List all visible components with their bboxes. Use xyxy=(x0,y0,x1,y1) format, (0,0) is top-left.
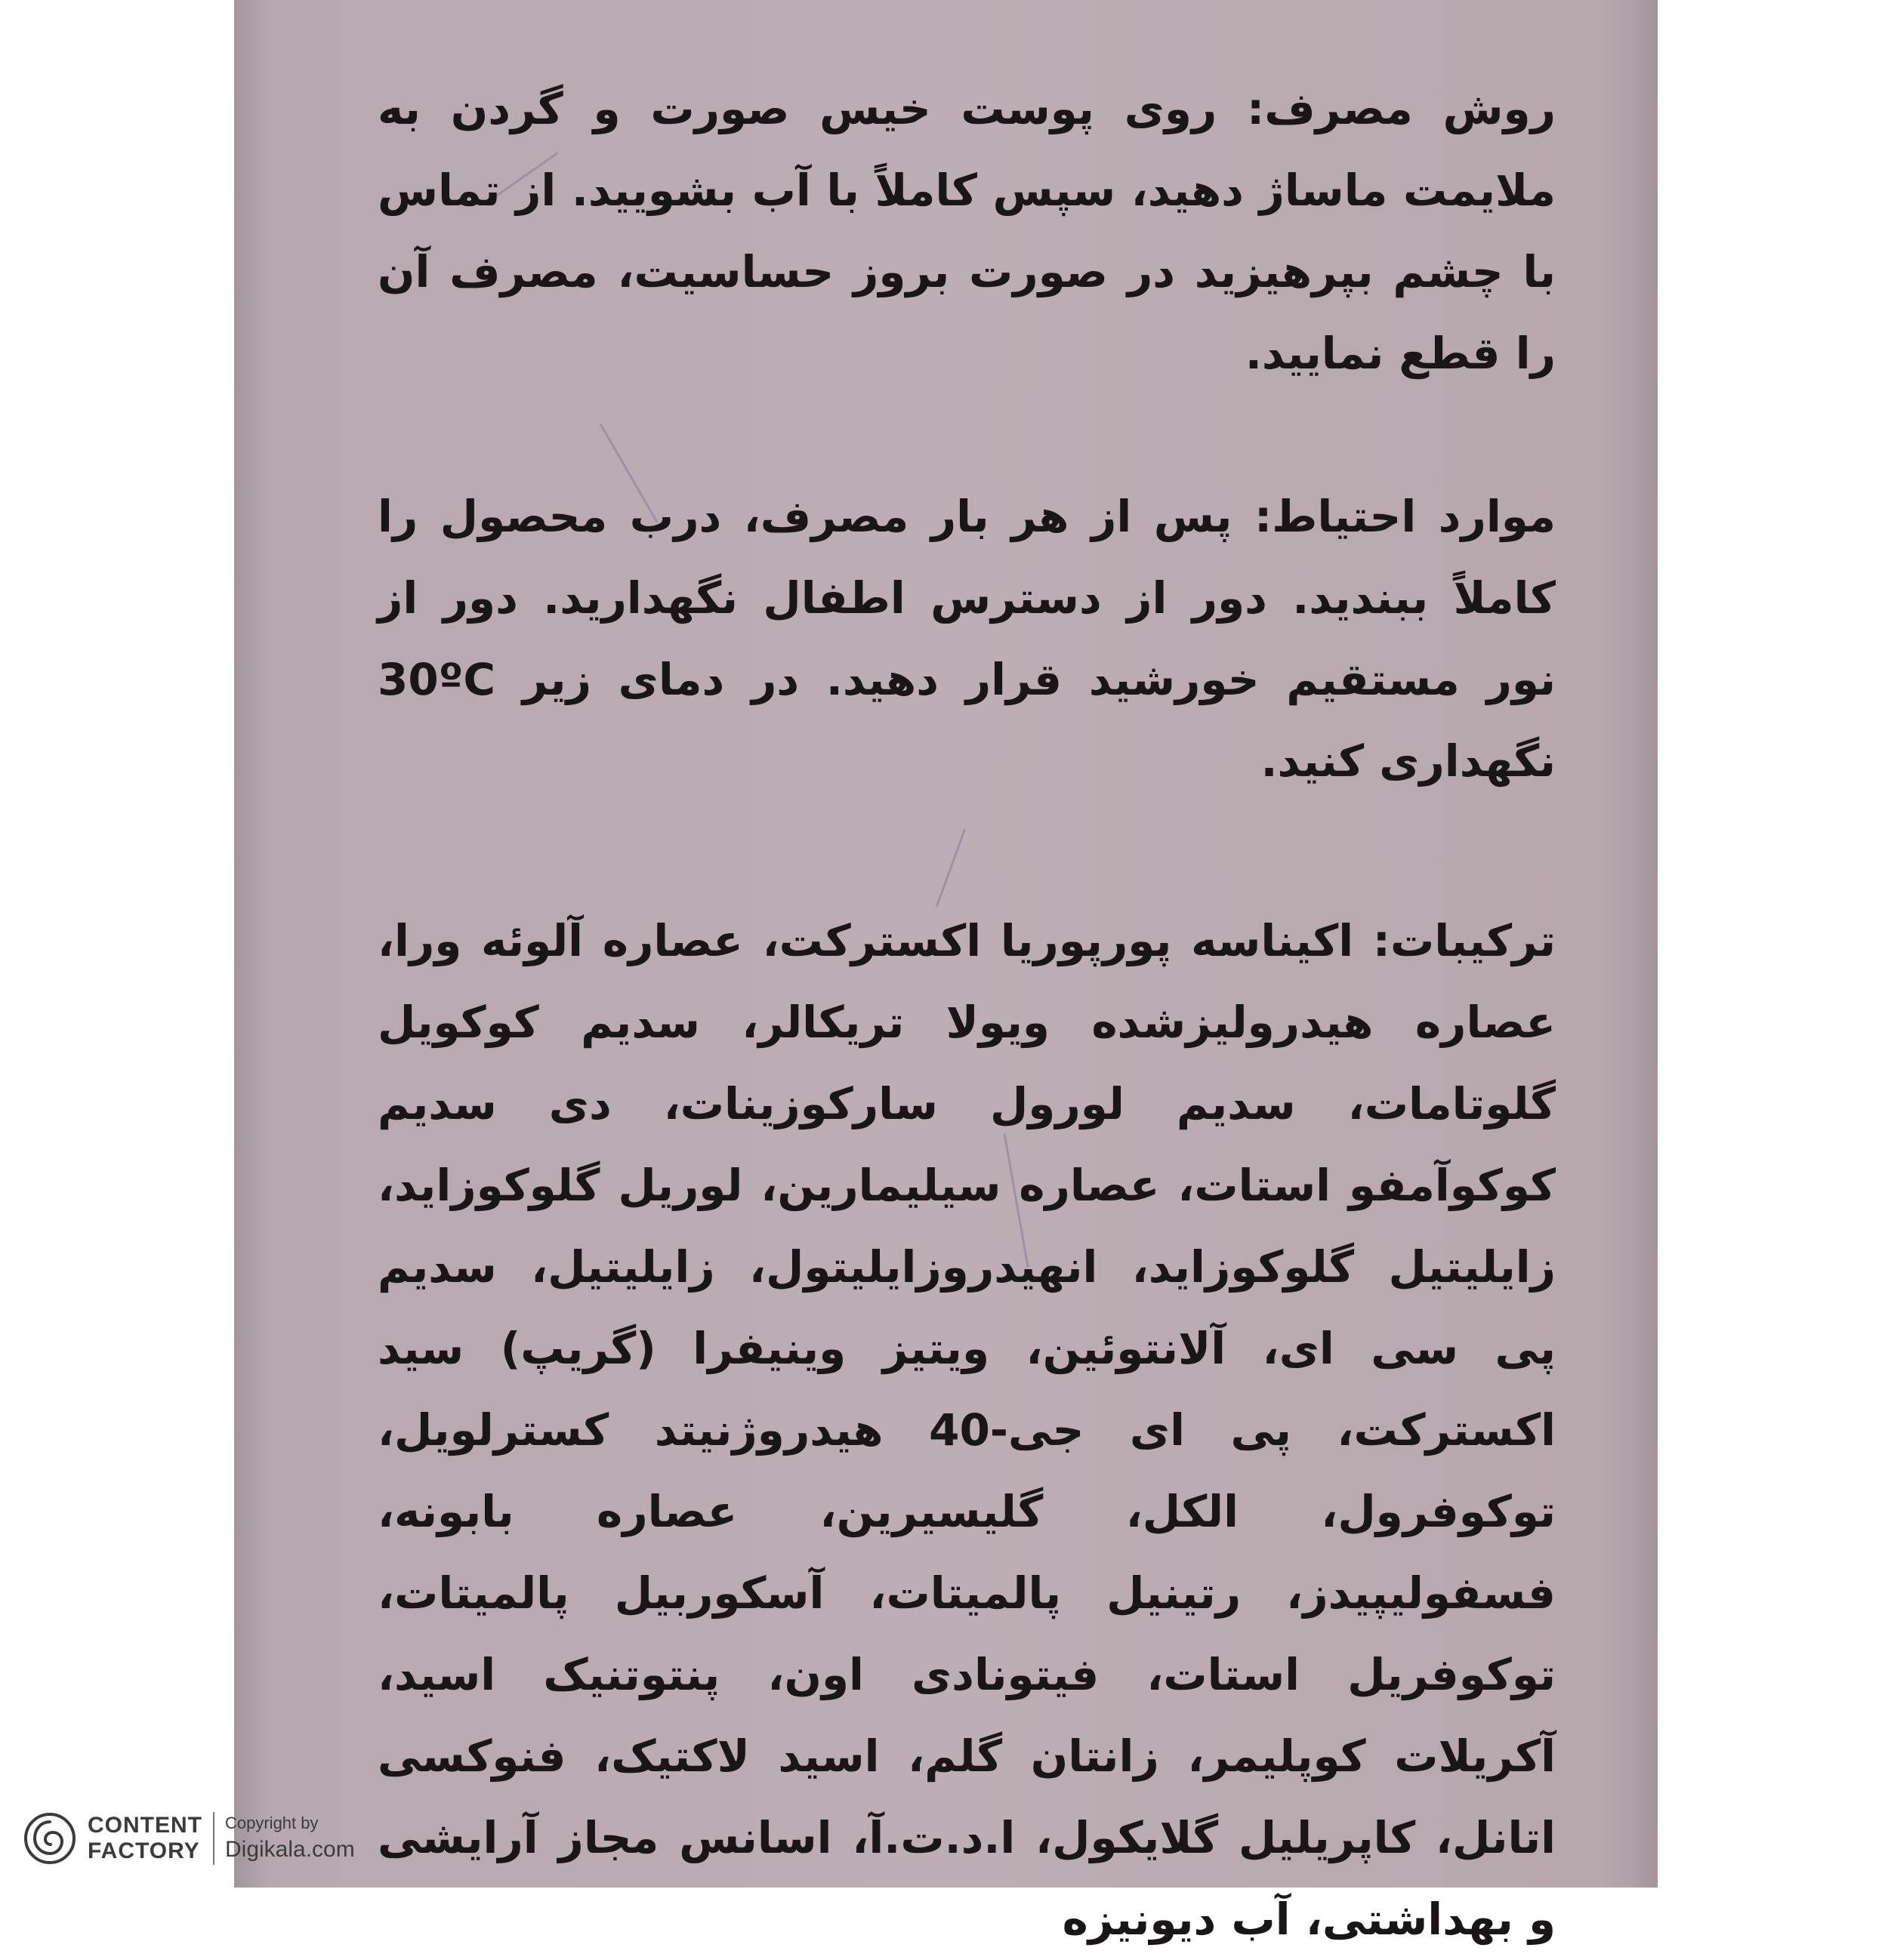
precautions-text: پس از هر بار مصرف، درب محصول را کاملاً ببندید. دور از دسترس اطفال نگهدارید. دور از نور مستقیم خورشید قرار دهید. در دمای زیر 30ºC نگهداری کنید. xyxy=(378,491,1556,787)
brand-line-2: FACTORY xyxy=(88,1838,200,1863)
copyright-site: Digikala.com xyxy=(225,1837,355,1862)
precautions-label: موارد احتیاط: xyxy=(1254,491,1556,542)
ingredients-text: اکیناسه پورپوریا اکسترکت، عصاره آلوئه ورا، عصاره هیدرولیزشده ویولا تریکالر، سدیم کوکویل گلوتامات، سدیم لورول سارکوزینات، دی سدیم کوکوآمفو استات، عصاره سیلیمارین، لوریل گلوکوزاید، زایلیتیل گلوکوزاید، انهیدروزایلیتول، زایلیتیل، سدیم پی سی ای، آلانتوئین، ویتیز وینیفرا (گریپ) سید اکسترکت، پی ای جی-40 هیدروژنیتد کسترلویل، توکوفرول، الکل، گلیسیرین، عصاره بابونه، فسفولیپیدز، رتینیل پالمیتات، آسکوربیل پالمیتات، توکوفریل استات، فیتونادی اون، پنتوتنیک اسید، آکریلات کوپلیمر، زانتان گلم، اسید لاکتیک، فنوکسی اتانل، کاپریلیل گلایکول، ا.د.ت.آ، اسانس مجاز آرایشی و بهداشتی، آب دیونیزه xyxy=(378,915,1556,1945)
box-edge-right xyxy=(1627,0,1658,1888)
box-edge-left xyxy=(234,0,264,1888)
label-text-block xyxy=(378,68,1556,1960)
ingredients-label: ترکیبات: xyxy=(1372,915,1556,966)
copyright-text: Copyright by xyxy=(225,1814,319,1832)
usage-paragraph xyxy=(378,68,1556,394)
content-factory-watermark xyxy=(23,1797,378,1880)
watermark-divider xyxy=(213,1812,214,1865)
precautions-paragraph xyxy=(378,476,1556,802)
watermark-copyright xyxy=(225,1812,355,1865)
ingredients-paragraph xyxy=(378,900,1556,1960)
brand-line-1: CONTENT xyxy=(88,1813,202,1838)
usage-label: روش مصرف: xyxy=(1247,83,1556,134)
spiral-logo-icon xyxy=(23,1811,77,1866)
usage-text: روی پوست خیس صورت و گردن به ملایمت ماساژ دهید، سپس کاملاً با آب بشویید. از تماس با چشم بپرهیزید در صورت بروز حساسیت، مصرف آن را قطع نمایید. xyxy=(378,83,1556,379)
watermark-brand xyxy=(88,1813,202,1864)
